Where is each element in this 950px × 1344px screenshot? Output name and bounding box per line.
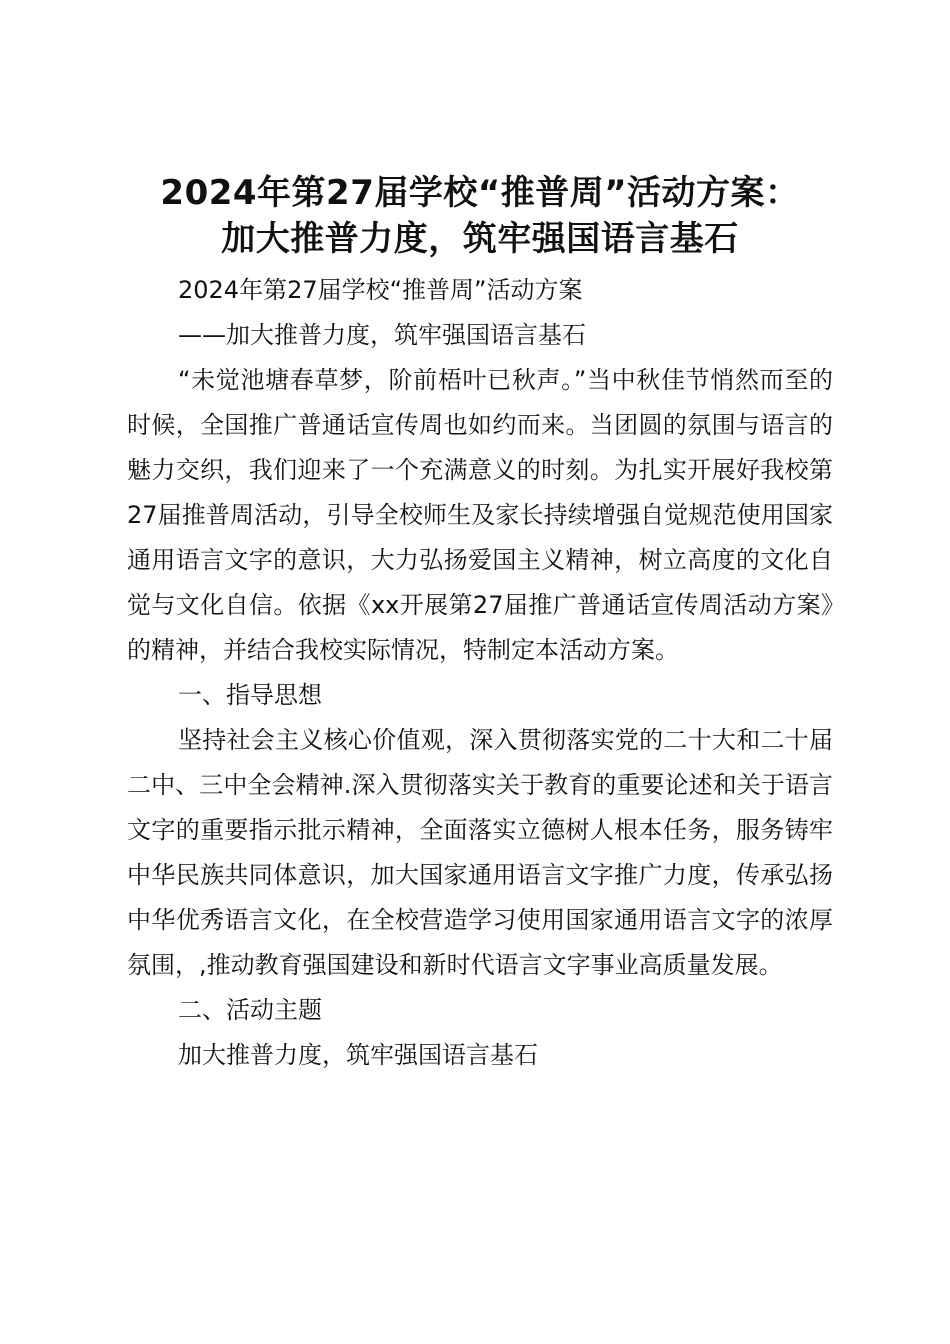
document-title [107, 170, 853, 262]
subtitle-theme: ——加大推普力度，筑牢强国语言基石 [178, 321, 586, 349]
intro-paragraph: “未觉池塘春草梦，阶前梧叶已秋声。”当中秋佳节悄然而至的时候，全国推广普通话宣传周也如约而来。当团圆的氛围与语言的魅力交织，我们迎来了一个充满意义的时刻。为扎实开展好我校第27届推普周活动，引导全校师生及家长持续增强自觉规范使用国家通用语言文字的意识，大力弘扬爱国主义精神，树立高度的文化自觉与文化自信。依据《xx开展第27届推广普通话宣传周活动方案》的精神，并结合我校实际情况，特制定本活动方案。 [127, 366, 833, 664]
activity-theme-paragraph: 加大推普力度，筑牢强国语言基石 [178, 1041, 538, 1069]
title-line-1: 2024年第27届学校“推普周”活动方案： [160, 173, 800, 213]
document-page [127, 170, 833, 1078]
guiding-ideology-paragraph: 坚持社会主义核心价值观，深入贯彻落实党的二十大和二十届二中、三中全会精神.深入贯彻落实关于教育的重要论述和关于语言文字的重要指示批示精神，全面落实立德树人根本任务，服务铸牢中华民族共同体意识，加大国家通用语言文字推广力度，传承弘扬中华优秀语言文化，在全校营造学习使用国家通用语言文字的浓厚氛围，,推动教育强国建设和新时代语言文字事业高质量发展。 [127, 726, 833, 979]
title-line-2: 加大推普力度，筑牢强国语言基石 [221, 219, 739, 259]
subtitle: 2024年第27届学校“推普周”活动方案 [178, 276, 583, 304]
section-heading-guiding-ideology: 一、指导思想 [178, 681, 322, 709]
section-heading-activity-theme: 二、活动主题 [178, 996, 322, 1024]
